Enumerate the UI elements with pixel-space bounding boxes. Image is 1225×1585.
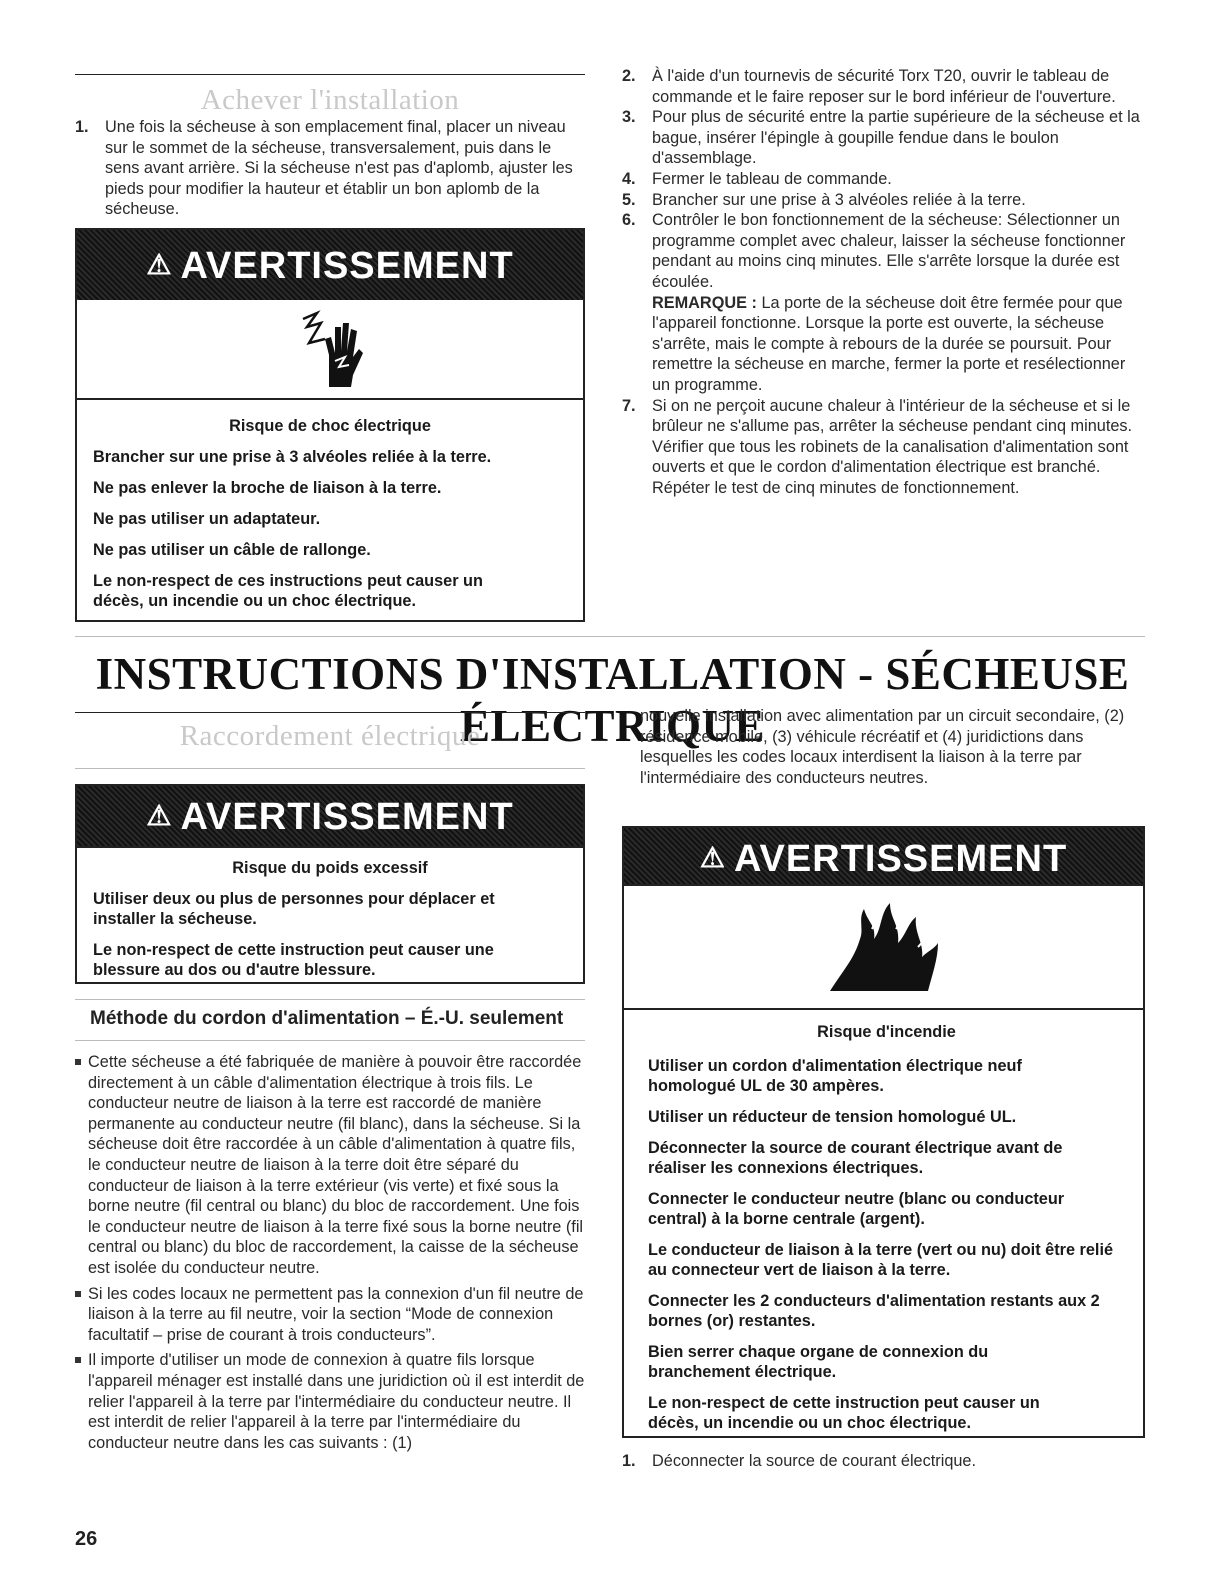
section-title-raccordement: Raccordement électrique [179, 720, 481, 752]
warning-line: Connecter les 2 conducteurs d'alimentation restants aux 2 bornes (or) restantes. [648, 1292, 1100, 1330]
warning-line: Le conducteur de liaison à la terre (vert ou nu) doit être relié au connecteur vert de liaison à la terre. [648, 1241, 1114, 1279]
list-item: Il importe d'utiliser un mode de connexion à quatre fils lorsque l'appareil ménager est installé dans une juridiction où il est interdit de relier l'appareil à la terre par l'intermédiaire du conducteur neutre. Il est interdit de relier l'appareil à la terre par l'intermédiaire du conducteur neutre dans les cas suivants : (1) [75, 1350, 590, 1453]
warning-consequence: Le non-respect de cette instruction peut causer une blessure au dos ou d'autre blessure. [93, 941, 494, 979]
warning-line: Brancher sur une prise à 3 alvéoles reliée à la terre. [93, 448, 492, 466]
top-right-steps [622, 66, 1142, 498]
warning-triangle-icon: ⚠ [146, 800, 173, 831]
list-item: 4. Fermer le tableau de commande. [622, 169, 892, 188]
intro-paragraph: nouvelle installation avec alimentation par un circuit secondaire, (2) résidence mobile, (3) véhicule récréatif et (4) juridictions dans lesquelles les codes locaux interdisent la liaison à la terre par l'intermédiaire des conducteurs neutres. [640, 707, 1125, 787]
list-item: 2. À l'aide d'un tournevis de sécurité Torx T20, ouvrir le tableau de commande et le faire reposer sur le bord inférieur de l'ouverture. [622, 67, 1116, 106]
subhead-rule-bottom [75, 1040, 585, 1041]
top-left-steps [75, 117, 585, 220]
list-item: 6. Contrôler le bon fonctionnement de la sécheuse: Sélectionner un programme complet avec chaleur, laisser la sécheuse fonctionner pendant au moins cinq minutes. Elle s'arrête lorsque la durée est écoulée. [622, 211, 1126, 291]
list-item: 1. Une fois la sécheuse à son emplacement final, placer un niveau sur le sommet de la sécheuse, transversalement, puis dans le sens avant arrière. Si la sécheuse n'est pas d'aplomb, ajuster les pieds pour modifier la hauteur et établir un bon aplomb de la sécheuse. [75, 118, 573, 219]
section-title-achever: Achever l'installation [200, 84, 460, 116]
remark: REMARQUE : La porte de la sécheuse doit être fermée pour que l'appareil fonctionne. Lorsque la porte est ouverte, la sécheuse s'arrête, mais le compte à rebours de la durée se poursuit. Pour remettre la sécheuse en marche, fermer la porte et resélectionner un programme. [652, 293, 1126, 394]
electric-shock-icon [295, 309, 365, 389]
list-item: 7. Si on ne perçoit aucune chaleur à l'intérieur de la sécheuse et si le brûleur ne s'allume pas, arrêter la sécheuse pendant cinq minutes. Vérifier que tous les robinets de la canalisation d'alimentation sont ouverts et que le cordon d'alimentation électrique est branché. Répéter le test de cinq minutes de fonctionnement. [622, 396, 1133, 497]
electric-shock-pictogram [77, 300, 583, 400]
title-rule [75, 636, 1145, 637]
subhead-cord-method: Méthode du cordon d'alimentation – É.-U. seulement [90, 1008, 564, 1029]
cord-method-bullets [75, 1052, 590, 1458]
warning-header: ⚠ AVERTISSEMENT [624, 828, 1143, 884]
hazard-title: Risque d'incendie [817, 1023, 956, 1041]
list-item: 5. Brancher sur une prise à 3 alvéoles reliée à la terre. [622, 190, 1026, 209]
fire-pictogram [624, 884, 1143, 1010]
warning-line: Connecter le conducteur neutre (blanc ou conducteur central) à la borne centrale (argent). [648, 1190, 1065, 1228]
hazard-title: Risque de choc électrique [229, 417, 431, 435]
warning-line: Déconnecter la source de courant électrique avant de réaliser les connexions électriques. [648, 1139, 1063, 1177]
warning-header: ⚠ AVERTISSEMENT [77, 786, 583, 846]
bottom-left-rule [75, 712, 585, 713]
warning-box-weight [75, 784, 585, 984]
fire-icon [824, 899, 944, 995]
list-item: 3. Pour plus de sécurité entre la partie supérieure de la sécheuse et la bague, insérer l'épingle à goupille fendue dans le boulon d'assemblage. [622, 108, 1140, 168]
page-title: INSTRUCTIONS D'INSTALLATION - SÉCHEUSE ÉLECTRIQUE [95, 649, 1130, 751]
warning-header: ⚠ AVERTISSEMENT [77, 230, 583, 300]
warning-line: Utiliser deux ou plus de personnes pour déplacer et installer la sécheuse. [93, 890, 495, 928]
warning-line: Utiliser un réducteur de tension homologué UL. [648, 1108, 1017, 1126]
top-left-rule [75, 74, 585, 75]
warning-line: Utiliser un cordon d'alimentation électrique neuf homologué UL de 30 ampères. [648, 1057, 1022, 1095]
warning-text [624, 1010, 1143, 1433]
hazard-title: Risque du poids excessif [232, 859, 428, 877]
page-number: 26 [75, 1528, 98, 1550]
bullet-icon [75, 1291, 81, 1297]
warning-triangle-icon: ⚠ [699, 842, 726, 873]
warning-box-electric-shock [75, 228, 585, 622]
subhead-rule-top [75, 999, 585, 1000]
warning-box-fire [622, 826, 1145, 1438]
list-item: Si les codes locaux ne permettent pas la connexion d'un fil neutre de liaison à la terre au fil neutre, voir la section “Mode de connexion facultatif – prise de courant à trois conducteurs”. [75, 1284, 590, 1346]
warning-text [77, 400, 583, 611]
bullet-icon [75, 1059, 81, 1065]
warning-line: Ne pas utiliser un câble de rallonge. [93, 541, 371, 559]
warning-line: Ne pas utiliser un adaptateur. [93, 510, 321, 528]
remark-label: REMARQUE : [652, 293, 757, 312]
warning-text [77, 846, 583, 980]
bullet-icon [75, 1357, 81, 1363]
warning-consequence: Le non-respect de cette instruction peut causer un décès, un incendie ou un choc électrique. [648, 1394, 1040, 1432]
list-item: 1. Déconnecter la source de courant électrique. [622, 1452, 977, 1470]
list-item: Cette sécheuse a été fabriquée de manière à pouvoir être raccordée directement à un câble d'alimentation électrique à trois fils. Le conducteur neutre de liaison à la terre est raccordé de manière permanente au conducteur neutre (fil blanc), dans la sécheuse. Si la sécheuse doit être raccordée à un câble d'alimentation à quatre fils, le conducteur neutre de liaison à la terre doit être séparé du conducteur de liaison à la terre extérieur (vis verte) et fixé sous la borne neutre (fil central ou blanc) du bloc de raccordement. Une fois le conducteur neutre de liaison à la terre fixé sous la borne neutre (fil central ou blanc) du bloc de raccordement, la caisse de la sécheuse est isolée du conducteur neutre. [75, 1052, 590, 1279]
warning-consequence: Le non-respect de ces instructions peut causer un décès, un incendie ou un choc électrique. [93, 572, 483, 610]
warning-triangle-icon: ⚠ [146, 249, 173, 280]
warning-line: Ne pas enlever la broche de liaison à la terre. [93, 479, 442, 497]
bottom-right-steps [622, 1451, 1142, 1472]
warning-line: Bien serrer chaque organe de connexion du branchement électrique. [648, 1343, 989, 1381]
section-underline [75, 768, 585, 769]
